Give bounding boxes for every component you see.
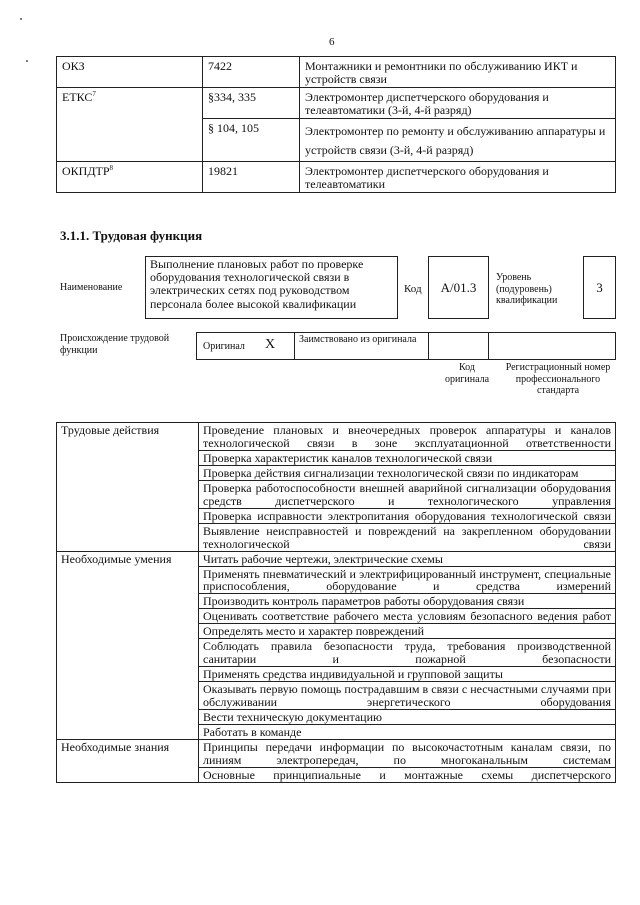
skill-item: Определять место и характер повреждений [199, 624, 616, 639]
classifier-value: § 104, 105 [203, 118, 300, 161]
skill-item: Производить контроль параметров работы оборудования связи [199, 594, 616, 609]
origin-label: Происхождение трудовой функции [60, 333, 170, 356]
original-label: Оригинал [203, 341, 245, 352]
skill-item: Вести техническую документацию [199, 710, 616, 725]
labor-actions-title: Трудовые действия [57, 423, 199, 552]
name-label: Наименование [60, 282, 123, 293]
scan-speck [20, 18, 22, 20]
qualification-level-label: Уровень (подуровень) квалификации [496, 272, 558, 306]
classifier-name: Электромонтер диспетчерского оборудования и телеавтоматики [300, 162, 616, 193]
labor-action-item: Проверка исправности электропитания оборудования технологической связи [199, 508, 616, 523]
classifier-value: 19821 [203, 162, 300, 193]
section-title: 3.1.1. Трудовая функция [60, 228, 203, 243]
classifier-value: §334, 335 [203, 87, 300, 118]
labor-action-item: Проведение плановых и внеочередных проверок аппаратуры и каналов технологической связи в зоне эксплуатационной ответственности [199, 423, 616, 451]
code-original-cell [429, 333, 489, 359]
knowledge-item: Принципы передачи информации по высокочастотным каналам связи, по линиям электропередач, по многоканальным системам [199, 739, 616, 767]
borrowed-label: Заимствовано из оригинала [299, 334, 417, 345]
skill-item: Оказывать первую помощь пострадавшим в связи с несчастными случаями при обслуживании энергетического оборудования [199, 682, 616, 710]
knowledge-item: Основные принципиальные и монтажные схемы диспетчерского [199, 767, 616, 782]
table-row [57, 739, 616, 767]
skill-item: Читать рабочие чертежи, электрические схемы [199, 551, 616, 566]
classifier-value: 7422 [203, 57, 300, 88]
table-row [57, 423, 616, 451]
labor-action-item: Выявление неисправностей и повреждений на закрепленном оборудовании технологической связи [199, 523, 616, 551]
original-mark: X [265, 337, 276, 352]
scan-speck [26, 60, 28, 62]
classifier-name: Электромонтер диспетчерского оборудования и телеавтоматики (3-й, 4-й разряд) [300, 87, 616, 118]
labor-action-item: Проверка работоспособности внешней аварийной сигнализации оборудования средств диспетчерского и технологического управления [199, 480, 616, 508]
page-number: 6 [329, 36, 335, 48]
skill-item: Работать в команде [199, 725, 616, 740]
code-label: Код [404, 283, 422, 295]
classifier-name: Электромонтер по ремонту и обслуживанию аппаратуры и устройств связи (3-й, 4-й разряд) [300, 118, 616, 161]
function-details-table [56, 422, 616, 783]
classifier-table [56, 56, 616, 193]
classifier-code: ОКПДТР$^8$ [57, 162, 203, 193]
table-row [57, 57, 616, 88]
borrowed-cell [295, 333, 429, 359]
knowledge-title: Необходимые знания [57, 739, 199, 782]
reg-number-label: Регистрационный номер профессионального стандарта [505, 362, 611, 396]
table-row [57, 551, 616, 566]
classifier-code: ОКЗ [57, 57, 203, 88]
table-row [57, 162, 616, 193]
skill-item: Соблюдать правила безопасности труда, требования производственной санитарии и пожарной безопасности [199, 639, 616, 667]
labor-action-item: Проверка характеристик каналов технологической связи [199, 450, 616, 465]
skill-item: Применять пневматический и электрифицированный инструмент, специальные приспособления, оборудование и средства измерений [199, 566, 616, 594]
function-name-value: Выполнение плановых работ по проверке оборудования технологической связи в электрических сетях под руководством персонала более высокой квалификации [145, 256, 398, 319]
classifier-code: ЕТКС$^7$ [57, 87, 203, 161]
qualification-level-value: 3 [583, 256, 616, 319]
code-original-label: Код оригинала [444, 362, 490, 385]
skill-item: Оценивать соответствие рабочего места условиям безопасного ведения работ [199, 609, 616, 624]
origin-row [196, 332, 616, 360]
table-row [57, 87, 616, 118]
labor-action-item: Проверка действия сигнализации технологической связи по индикаторам [199, 465, 616, 480]
original-cell [197, 333, 295, 359]
classifier-name: Монтажники и ремонтники по обслуживанию ИКТ и устройств связи [300, 57, 616, 88]
function-code-value: А/01.3 [428, 256, 489, 319]
reg-number-cell [489, 333, 616, 359]
skill-item: Применять средства индивидуальной и групповой защиты [199, 667, 616, 682]
skills-title: Необходимые умения [57, 551, 199, 739]
